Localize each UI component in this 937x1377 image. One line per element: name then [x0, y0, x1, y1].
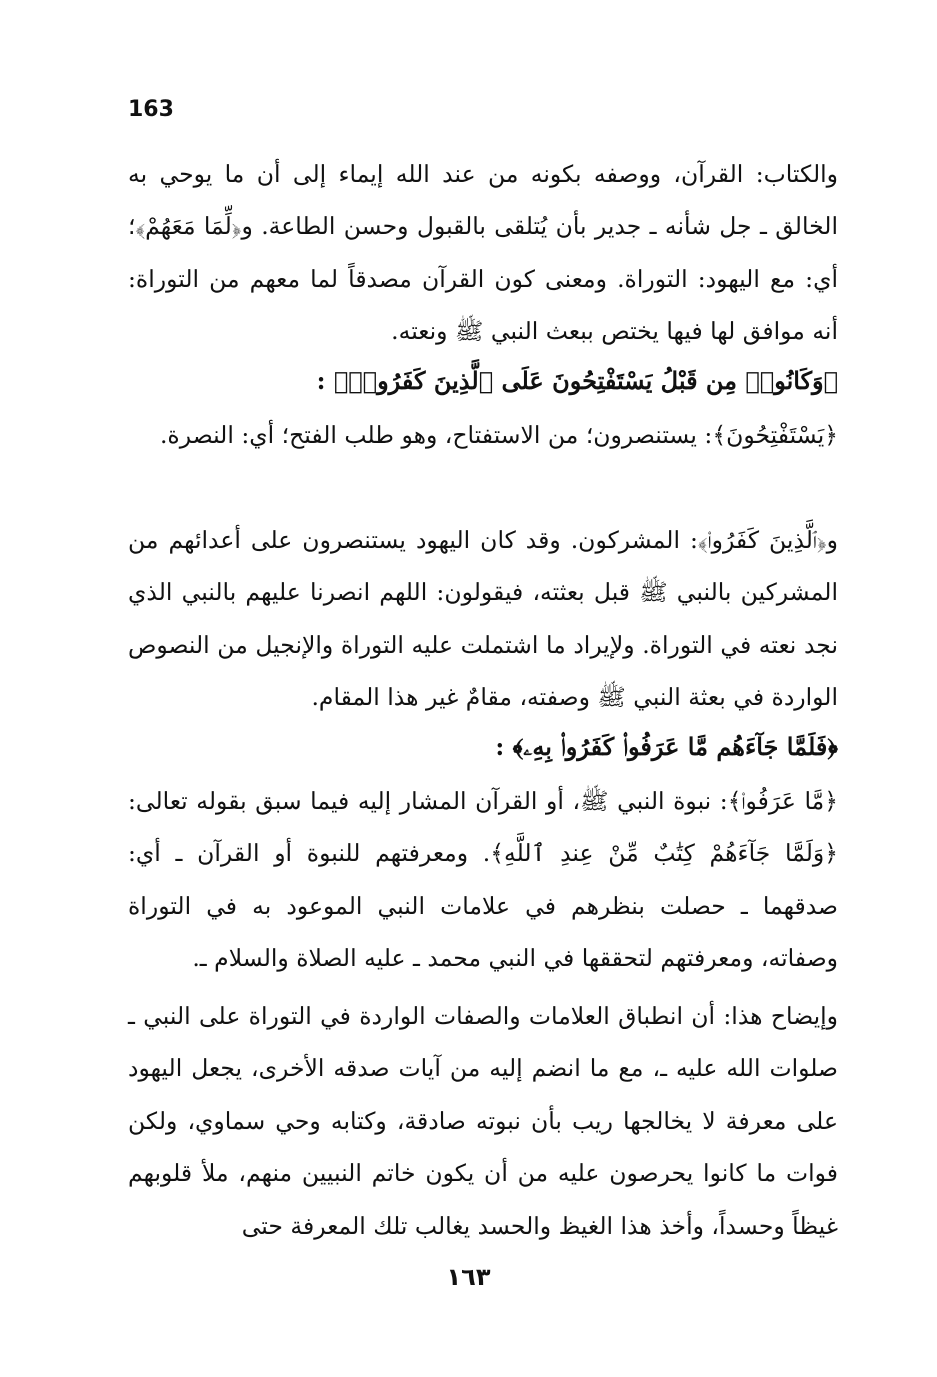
page-number-footer: ١٦٣ [446, 1263, 491, 1291]
verse-heading-yastaftihun: ﴿وَكَانُوا۟ مِن قَبْلُ يَسْتَفْتِحُونَ عَلَى ٱلَّذِينَ كَفَرُوا۟﴾ : [316, 366, 838, 395]
paragraph-alladhina-kafaru: و﴿ٱلَّذِينَ كَفَرُوا۟﴾: المشركون. وقد كان اليهود يستنصرون على أعدائهم من المشركين بالنبي ﷺ قبل بعثته، فيقولون: اللهم انصرنا عليهم بالنبي الذي نجد نعته في التوراة. ولإيراد ما اشتملت عليه التوراة والإنجيل من النصوص الواردة في بعثة النبي ﷺ وصفته، مقامٌ غير هذا المقام. [128, 526, 838, 712]
page-number-top: 163 [128, 97, 174, 122]
paragraph-yastaftihun: ﴿يَسْتَفْتِحُونَ﴾: يستنصرون؛ من الاستفتاح، وهو طلب الفتح؛ أي: النصرة. [159, 421, 838, 449]
paragraph-explanation: وإيضاح هذا: أن انطباق العلامات والصفات الواردة في التوراة على النبي ـ صلوات الله عليه ـ، مع ما انضم إليه من آيات صدقه الأخرى، يجعل اليهود على معرفة لا يخالجها ريب بأن نبوته صادقة، وكتابه وحي سماوي، ولكن فوات ما كانوا يحرصون عليه من أن يكون خاتم النبيين منهم، ملأ قلوبهم غيظاً وحسداً، وأخذ هذا الغيظ والحسد يغالب تلك المعرفة حتى [128, 1002, 838, 1240]
paragraph-ma-arafu: ﴿مَّا عَرَفُوا۟﴾: نبوة النبي ﷺ، أو القرآن المشار إليه فيما سبق بقوله تعالى: ﴿وَلَمَّا جَآءَهُمْ كِتَٰبٌ مِّنْ عِندِ ٱللَّهِ﴾. ومعرفتهم للنبوة أو القرآن ـ أي: صدقهما ـ حصلت بنظرهم في علامات النبي الموعود به في التوراة وصفاته، ومعرفتهم لتحققها في النبي محمد ـ عليه الصلاة والسلام ـ. [128, 787, 838, 973]
verse-heading-falamma-jaahum: ﴿فَلَمَّا جَآءَهُم مَّا عَرَفُوا۟ كَفَرُوا۟ بِهِۦ﴾ : [495, 732, 838, 761]
paragraph-kitab-definition: والكتاب: القرآن، ووصفه بكونه من عند الله إيماء إلى أن ما يوحي به الخالق ـ جل شأنه ـ جدير بأن يُتلقى بالقبول وحسن الطاعة. و﴿لِّمَا مَعَهُمْ﴾؛ أي: مع اليهود: التوراة. ومعنى كون القرآن مصدقاً لما معهم من التوراة: أنه موافق لها فيها يختص ببعث النبي ﷺ ونعته. [128, 160, 838, 346]
